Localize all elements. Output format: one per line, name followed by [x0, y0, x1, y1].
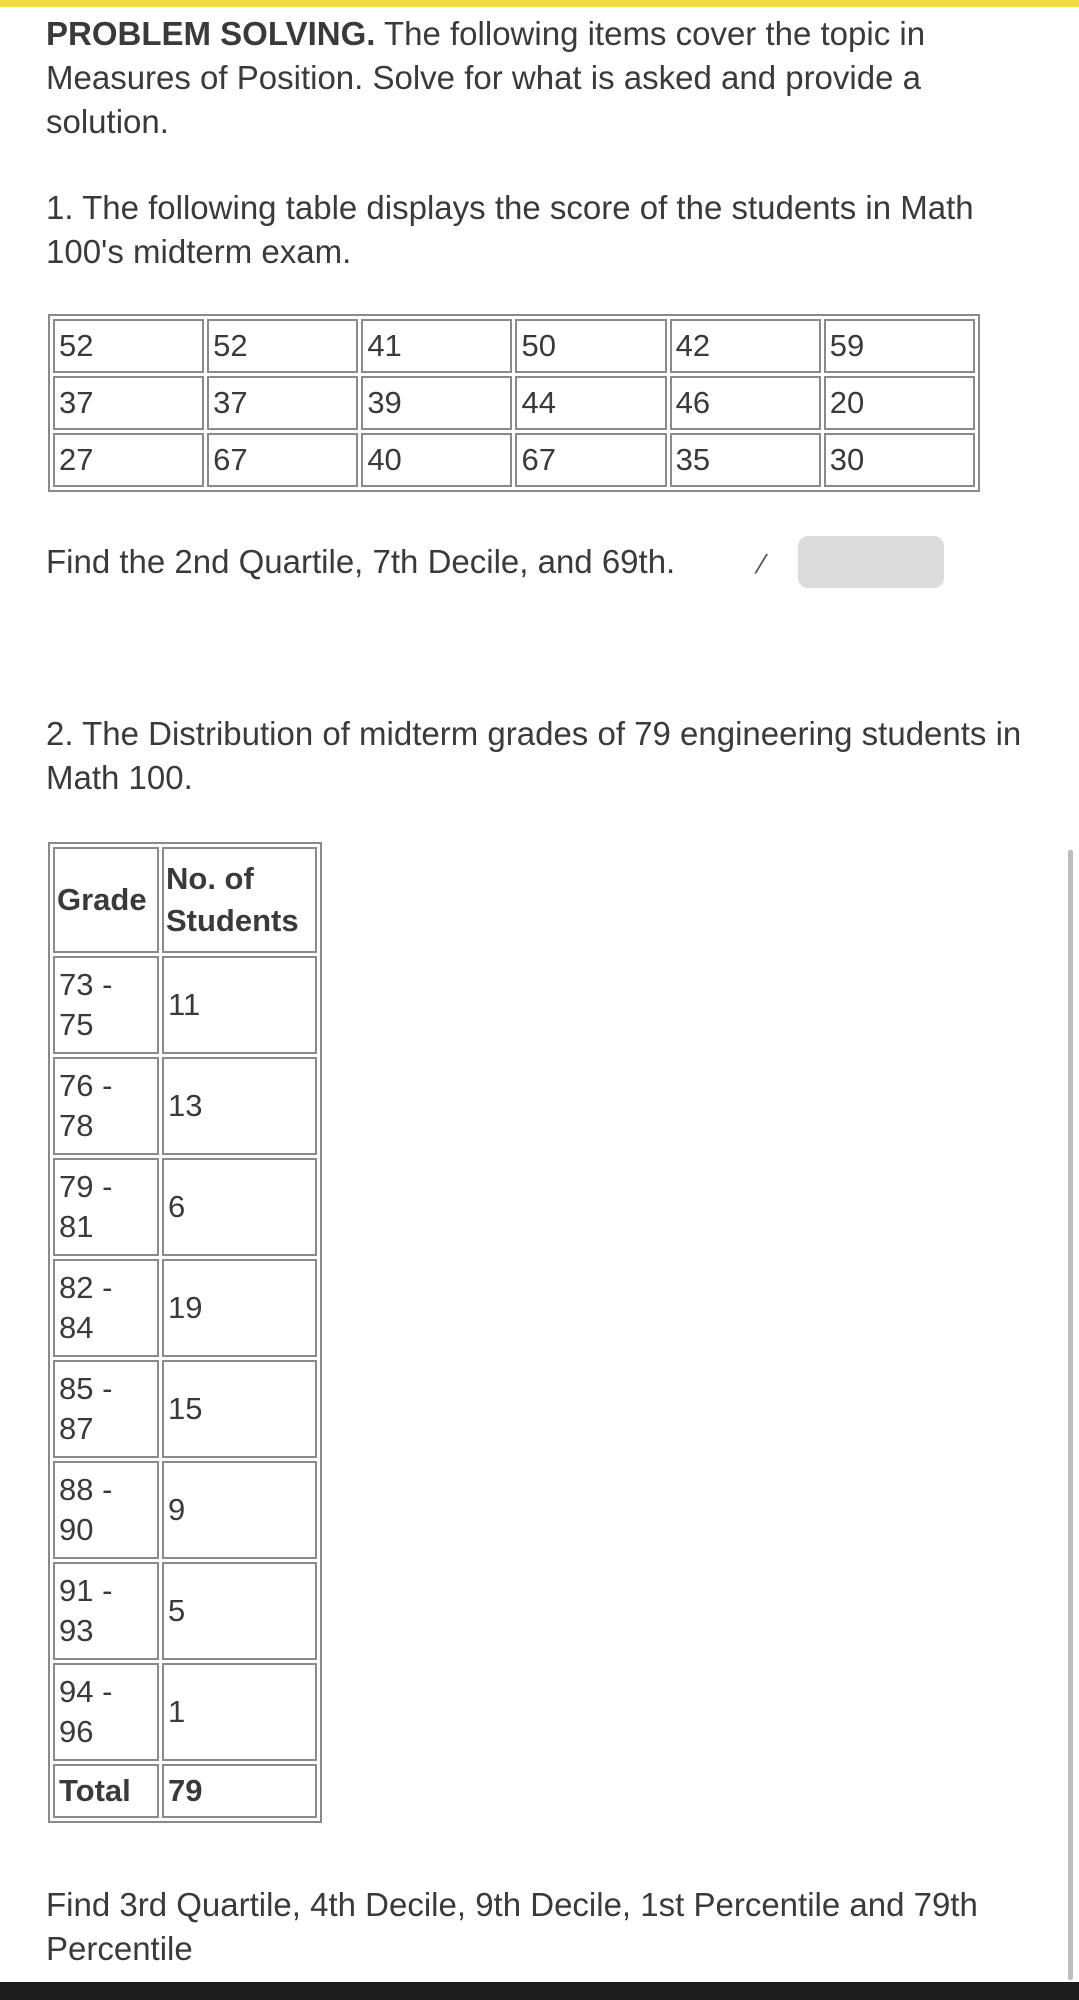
score-cell: 52: [53, 319, 204, 373]
table-row: [53, 319, 975, 373]
student-count-cell: 1: [162, 1663, 317, 1761]
question-1-task: Find the 2nd Quartile, 7th Decile, and 69th.: [46, 543, 676, 580]
grade-range-start: 79 -: [59, 1169, 113, 1204]
table-row: [53, 1259, 317, 1357]
grade-range-cell: [53, 1259, 159, 1357]
top-accent-bar: [0, 0, 1079, 7]
student-count-cell: 9: [162, 1461, 317, 1559]
score-cell: 52: [207, 319, 358, 373]
table-row: [53, 1663, 317, 1761]
scores-table: [48, 314, 980, 492]
student-count-cell: 15: [162, 1360, 317, 1458]
grade-range-end: 96: [59, 1714, 94, 1749]
table-row: [53, 1158, 317, 1256]
score-cell: 46: [670, 376, 821, 430]
grade-range-start: 91 -: [59, 1573, 113, 1608]
grade-range-cell: [53, 1663, 159, 1761]
score-cell: 59: [824, 319, 975, 373]
score-cell: 44: [515, 376, 666, 430]
score-cell: 27: [53, 433, 204, 487]
grade-range-start: 88 -: [59, 1472, 113, 1507]
grade-range-cell: [53, 1562, 159, 1660]
score-cell: 37: [207, 376, 358, 430]
student-count-cell: 6: [162, 1158, 317, 1256]
intro-paragraph: [46, 12, 1026, 144]
score-cell: 20: [824, 376, 975, 430]
grade-range-end: 87: [59, 1411, 94, 1446]
redaction-box: [798, 536, 944, 588]
student-count-cell: 13: [162, 1057, 317, 1155]
total-row: [53, 1764, 317, 1818]
grade-range-start: 82 -: [59, 1270, 113, 1305]
scrollbar[interactable]: [1068, 850, 1073, 1980]
table-row: [53, 956, 317, 1054]
score-cell: 35: [670, 433, 821, 487]
grade-distribution-table: [48, 842, 322, 1823]
student-count-cell: 5: [162, 1562, 317, 1660]
bottom-bar: [0, 1982, 1079, 2000]
grade-range-cell: [53, 1461, 159, 1559]
grade-range-start: 76 -: [59, 1068, 113, 1103]
grade-range-end: 81: [59, 1209, 94, 1244]
grade-range-end: 78: [59, 1108, 94, 1143]
grade-range-end: 75: [59, 1007, 94, 1042]
score-cell: 37: [53, 376, 204, 430]
question-2-statement: 2. The Distribution of midterm grades of 79 engineering students in Math 100.: [46, 715, 1022, 796]
intro-bold-heading: PROBLEM SOLVING.: [46, 15, 376, 52]
question-1-statement: 1. The following table displays the score of the students in Math 100's midterm exam.: [46, 189, 974, 270]
score-cell: 39: [361, 376, 512, 430]
students-column-header: No. of Students: [162, 847, 317, 953]
table-row: [53, 433, 975, 487]
score-cell: 42: [670, 319, 821, 373]
grade-range-cell: [53, 1057, 159, 1155]
table-row: [53, 376, 975, 430]
score-cell: 40: [361, 433, 512, 487]
student-count-cell: 11: [162, 956, 317, 1054]
score-cell: 67: [207, 433, 358, 487]
grade-range-cell: [53, 956, 159, 1054]
question-2-task: Find 3rd Quartile, 4th Decile, 9th Decile, 1st Percentile and 79th Percentile: [46, 1886, 978, 1967]
table-row: [53, 1562, 317, 1660]
total-value: 79: [162, 1764, 317, 1818]
score-cell: 50: [515, 319, 666, 373]
total-label: Total: [53, 1764, 159, 1818]
grade-range-end: 90: [59, 1512, 94, 1547]
grade-column-header: Grade: [53, 847, 159, 953]
table-row: [53, 1057, 317, 1155]
score-cell: 41: [361, 319, 512, 373]
grade-range-start: 73 -: [59, 967, 113, 1002]
table-header-row: [53, 847, 317, 953]
score-cell: 30: [824, 433, 975, 487]
grade-range-start: 85 -: [59, 1371, 113, 1406]
intro-text: The following items cover the topic in Measures of Position. Solve for what is asked and provide a solution.: [46, 15, 926, 140]
grade-range-cell: [53, 1158, 159, 1256]
score-cell: 67: [515, 433, 666, 487]
partial-glyph: ⁄: [759, 550, 764, 580]
grade-range-start: 94 -: [59, 1674, 113, 1709]
grade-range-end: 93: [59, 1613, 94, 1648]
table-row: [53, 1360, 317, 1458]
grade-range-cell: [53, 1360, 159, 1458]
student-count-cell: 19: [162, 1259, 317, 1357]
grade-range-end: 84: [59, 1310, 94, 1345]
table-row: [53, 1461, 317, 1559]
